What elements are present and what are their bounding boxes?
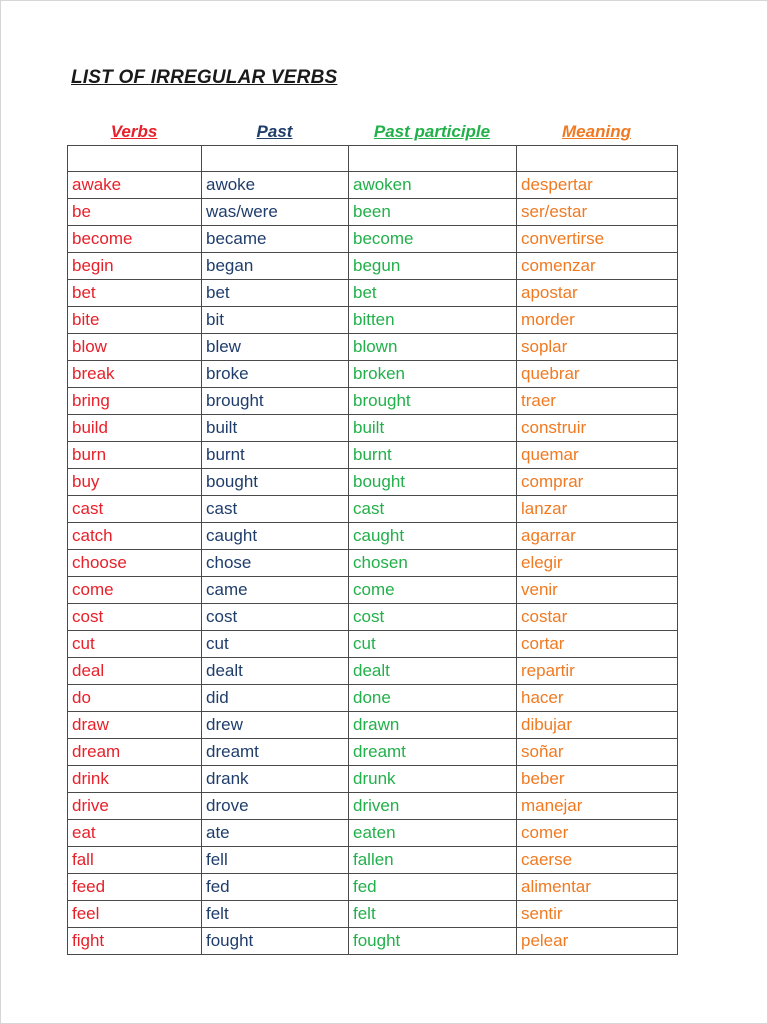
meaning-cell: comprar xyxy=(517,469,678,496)
meaning-cell: sentir xyxy=(517,901,678,928)
verb-cell: cut xyxy=(68,631,202,658)
past-participle-cell: become xyxy=(349,226,517,253)
past-cell: cost xyxy=(202,604,349,631)
verb-cell: fight xyxy=(68,928,202,955)
past-participle-cell: bet xyxy=(349,280,517,307)
table-row xyxy=(68,361,678,388)
table-row xyxy=(68,658,678,685)
table-row xyxy=(68,496,678,523)
past-participle-cell: burnt xyxy=(349,442,517,469)
past-cell: drank xyxy=(202,766,349,793)
past-cell: fell xyxy=(202,847,349,874)
past-participle-cell: dealt xyxy=(349,658,517,685)
verb-cell: deal xyxy=(68,658,202,685)
past-cell: awoke xyxy=(202,172,349,199)
table-row xyxy=(68,226,678,253)
verb-cell: bite xyxy=(68,307,202,334)
table-row xyxy=(68,442,678,469)
past-participle-cell: built xyxy=(349,415,517,442)
table-row xyxy=(68,577,678,604)
table-row xyxy=(68,604,678,631)
header-past: Past xyxy=(256,122,293,141)
meaning-cell: traer xyxy=(517,388,678,415)
past-cell: caught xyxy=(202,523,349,550)
meaning-cell: comenzar xyxy=(517,253,678,280)
past-cell: burnt xyxy=(202,442,349,469)
meaning-cell: repartir xyxy=(517,658,678,685)
verb-cell: cost xyxy=(68,604,202,631)
past-participle-cell: broken xyxy=(349,361,517,388)
past-cell: drew xyxy=(202,712,349,739)
meaning-cell: cortar xyxy=(517,631,678,658)
meaning-cell: convertirse xyxy=(517,226,678,253)
meaning-cell: beber xyxy=(517,766,678,793)
verb-cell: catch xyxy=(68,523,202,550)
verb-cell: feel xyxy=(68,901,202,928)
past-cell: ate xyxy=(202,820,349,847)
past-participle-cell: eaten xyxy=(349,820,517,847)
page-title: LIST OF IRREGULAR VERBS xyxy=(71,67,338,88)
meaning-cell: quebrar xyxy=(517,361,678,388)
meaning-cell: caerse xyxy=(517,847,678,874)
meaning-cell: elegir xyxy=(517,550,678,577)
meaning-cell: alimentar xyxy=(517,874,678,901)
table-body xyxy=(68,146,678,955)
past-participle-cell: cut xyxy=(349,631,517,658)
verb-cell: drive xyxy=(68,793,202,820)
past-cell: was/were xyxy=(202,199,349,226)
meaning-cell: lanzar xyxy=(517,496,678,523)
past-cell: bought xyxy=(202,469,349,496)
table-row xyxy=(68,550,678,577)
meaning-cell: hacer xyxy=(517,685,678,712)
past-participle-cell: begun xyxy=(349,253,517,280)
meaning-cell: quemar xyxy=(517,442,678,469)
verb-cell: eat xyxy=(68,820,202,847)
table-row xyxy=(68,928,678,955)
meaning-cell: despertar xyxy=(517,172,678,199)
past-participle-cell: fought xyxy=(349,928,517,955)
verb-cell: become xyxy=(68,226,202,253)
table-row xyxy=(68,766,678,793)
verb-cell: build xyxy=(68,415,202,442)
meaning-cell: soñar xyxy=(517,739,678,766)
verb-cell: cast xyxy=(68,496,202,523)
past-participle-cell: felt xyxy=(349,901,517,928)
meaning-cell: ser/estar xyxy=(517,199,678,226)
past-cell: dreamt xyxy=(202,739,349,766)
past-participle-cell: cost xyxy=(349,604,517,631)
table-row xyxy=(68,146,678,172)
past-cell: did xyxy=(202,685,349,712)
column-headers xyxy=(67,119,677,145)
past-cell: began xyxy=(202,253,349,280)
table-row xyxy=(68,199,678,226)
verb-cell: blow xyxy=(68,334,202,361)
header-verbs: Verbs xyxy=(110,122,158,141)
verb-cell: do xyxy=(68,685,202,712)
verb-cell: buy xyxy=(68,469,202,496)
past-participle-cell: brought xyxy=(349,388,517,415)
past-cell: built xyxy=(202,415,349,442)
table-row xyxy=(68,820,678,847)
table-row xyxy=(68,469,678,496)
past-cell: came xyxy=(202,577,349,604)
meaning-cell: dibujar xyxy=(517,712,678,739)
verb-cell: draw xyxy=(68,712,202,739)
table-row xyxy=(68,739,678,766)
past-cell: blew xyxy=(202,334,349,361)
past-cell: bit xyxy=(202,307,349,334)
past-cell: chose xyxy=(202,550,349,577)
meaning-cell: pelear xyxy=(517,928,678,955)
past-participle-cell xyxy=(349,146,517,172)
verb-cell: drink xyxy=(68,766,202,793)
table-row xyxy=(68,685,678,712)
past-cell xyxy=(202,146,349,172)
past-cell: cut xyxy=(202,631,349,658)
table-row xyxy=(68,793,678,820)
verb-cell: bring xyxy=(68,388,202,415)
verb-cell: bet xyxy=(68,280,202,307)
past-participle-cell: drawn xyxy=(349,712,517,739)
meaning-cell: comer xyxy=(517,820,678,847)
meaning-cell: costar xyxy=(517,604,678,631)
verb-cell: burn xyxy=(68,442,202,469)
past-participle-cell: awoken xyxy=(349,172,517,199)
past-participle-cell: bitten xyxy=(349,307,517,334)
past-participle-cell: done xyxy=(349,685,517,712)
table-row xyxy=(68,712,678,739)
past-participle-cell: chosen xyxy=(349,550,517,577)
verb-cell: break xyxy=(68,361,202,388)
past-cell: broke xyxy=(202,361,349,388)
header-meaning: Meaning xyxy=(562,122,631,141)
verb-cell: be xyxy=(68,199,202,226)
past-participle-cell: driven xyxy=(349,793,517,820)
table-row xyxy=(68,253,678,280)
table-row xyxy=(68,631,678,658)
table-row xyxy=(68,388,678,415)
meaning-cell: morder xyxy=(517,307,678,334)
table-row xyxy=(68,334,678,361)
table-row xyxy=(68,847,678,874)
past-cell: became xyxy=(202,226,349,253)
header-past-participle: Past participle xyxy=(373,122,491,141)
past-participle-cell: blown xyxy=(349,334,517,361)
verb-cell xyxy=(68,146,202,172)
past-cell: fed xyxy=(202,874,349,901)
meaning-cell: agarrar xyxy=(517,523,678,550)
verb-cell: fall xyxy=(68,847,202,874)
meaning-cell: manejar xyxy=(517,793,678,820)
past-cell: cast xyxy=(202,496,349,523)
past-participle-cell: come xyxy=(349,577,517,604)
verb-cell: awake xyxy=(68,172,202,199)
past-participle-cell: been xyxy=(349,199,517,226)
table-row xyxy=(68,172,678,199)
verb-cell: feed xyxy=(68,874,202,901)
table-row xyxy=(68,280,678,307)
past-participle-cell: bought xyxy=(349,469,517,496)
meaning-cell: apostar xyxy=(517,280,678,307)
meaning-cell xyxy=(517,146,678,172)
past-cell: drove xyxy=(202,793,349,820)
table-row xyxy=(68,307,678,334)
irregular-verbs-table xyxy=(67,145,678,955)
verb-cell: come xyxy=(68,577,202,604)
past-participle-cell: fed xyxy=(349,874,517,901)
meaning-cell: venir xyxy=(517,577,678,604)
past-cell: fought xyxy=(202,928,349,955)
meaning-cell: construir xyxy=(517,415,678,442)
table-row xyxy=(68,415,678,442)
past-cell: brought xyxy=(202,388,349,415)
table-row xyxy=(68,874,678,901)
verb-cell: dream xyxy=(68,739,202,766)
past-cell: dealt xyxy=(202,658,349,685)
past-participle-cell: fallen xyxy=(349,847,517,874)
past-participle-cell: drunk xyxy=(349,766,517,793)
past-participle-cell: dreamt xyxy=(349,739,517,766)
past-cell: felt xyxy=(202,901,349,928)
table-row xyxy=(68,523,678,550)
verb-cell: begin xyxy=(68,253,202,280)
past-participle-cell: caught xyxy=(349,523,517,550)
verb-cell: choose xyxy=(68,550,202,577)
past-cell: bet xyxy=(202,280,349,307)
meaning-cell: soplar xyxy=(517,334,678,361)
table-row xyxy=(68,901,678,928)
past-participle-cell: cast xyxy=(349,496,517,523)
